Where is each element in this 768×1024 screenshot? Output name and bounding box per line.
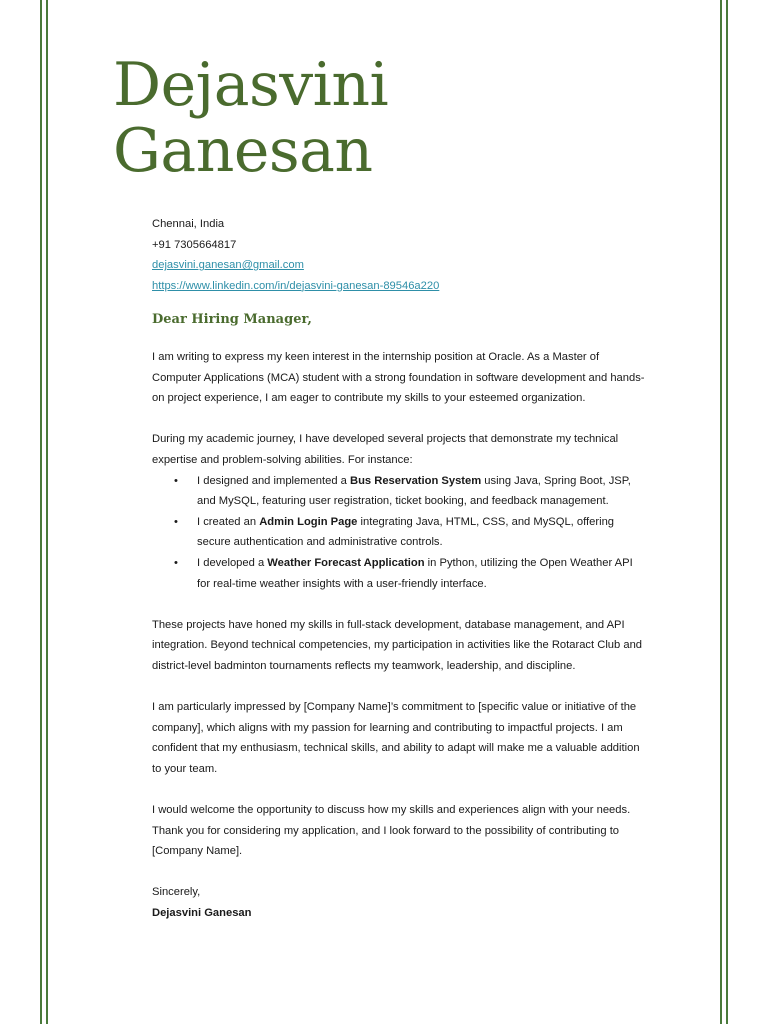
- contact-email-link[interactable]: dejasvini.ganesan@gmail.com: [152, 259, 304, 272]
- left-border-outer: [40, 0, 42, 1024]
- name-first: Dejasvini: [113, 50, 389, 120]
- project-item: • I developed a Weather Forecast Application in Python, utilizing the Open Weather API for real-time weather insights with a user-friendly interface.: [197, 553, 647, 594]
- project-title: Weather Forecast Application: [267, 556, 425, 569]
- paragraph-projects-intro: During my academic journey, I have developed several projects that demonstrate my technical expertise and problem-solving abilities. For instance:: [152, 433, 619, 466]
- paragraph-closing: I would welcome the opportunity to discuss how my skills and experiences align with your needs. Thank you for considering my application, and I look forward to the possibility of contributing to [Company Name].: [152, 804, 631, 858]
- contact-block: [152, 214, 647, 296]
- project-title: Admin Login Page: [259, 515, 358, 528]
- contact-linkedin-link[interactable]: https://www.linkedin.com/in/dejasvini-ganesan-89546a220: [152, 279, 440, 292]
- signoff: [152, 882, 647, 923]
- right-border-inner: [720, 0, 722, 1024]
- salutation: Sincerely,: [152, 886, 201, 899]
- paragraph-skills: These projects have honed my skills in full-stack development, database management, and API integration. Beyond technical competencies, my participation in activities like the Rotaract Club and district-level badminton tournaments reflects my teamwork, leadership, and discipline.: [152, 618, 643, 672]
- letter-body: [152, 214, 647, 924]
- applicant-name: [113, 52, 388, 184]
- right-border-outer: [726, 0, 728, 1024]
- paragraph-company: I am particularly impressed by [Company Name]’s commitment to [specific value or initiative of the company], which aligns with my passion for learning and contributing to impactful projects. I am confident that my enthusiasm, technical skills, and ability to adapt will make me a valuable addition to your team.: [152, 701, 640, 775]
- project-title: Bus Reservation System: [350, 474, 482, 487]
- signature: Dejasvini Ganesan: [152, 907, 252, 919]
- paragraph-intro: I am writing to express my keen interest in the internship position at Oracle. As a Master of Computer Applications (MCA) student with a strong foundation in software development and hands-on project experience, I am eager to contribute my skills to your esteemed organization.: [152, 350, 645, 405]
- project-list: [152, 471, 647, 595]
- project-item: • I designed and implemented a Bus Reservation System using Java, Spring Boot, JSP, and MySQL, featuring user registration, ticket booking, and feedback management.: [197, 471, 647, 512]
- project-item: • I created an Admin Login Page integrating Java, HTML, CSS, and MySQL, offering secure authentication and administrative controls.: [197, 512, 647, 553]
- greeting: Dear Hiring Manager,: [152, 312, 312, 328]
- left-border-inner: [46, 0, 48, 1024]
- contact-location: Chennai, India: [152, 218, 225, 230]
- name-last: Ganesan: [113, 116, 373, 186]
- contact-phone: +91 7305664817: [152, 238, 237, 251]
